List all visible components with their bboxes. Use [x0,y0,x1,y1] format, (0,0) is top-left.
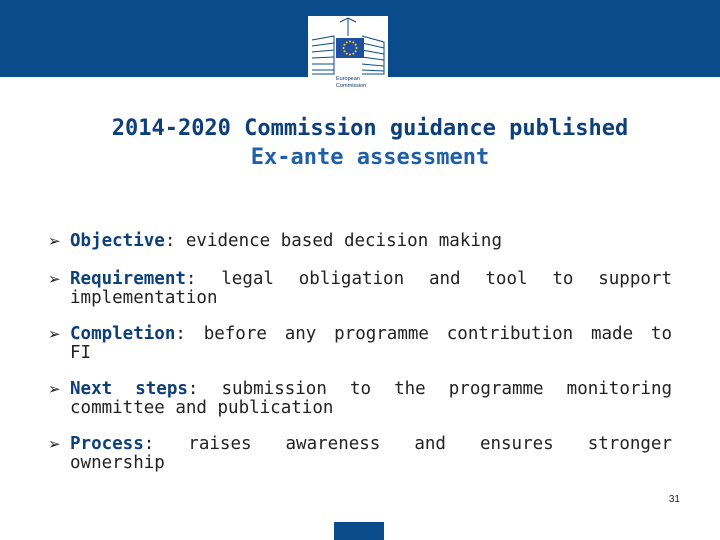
arrow-bullet-icon: ➢ [48,232,61,250]
slide-title [60,114,680,172]
bullet-text [70,435,672,454]
bullet-body: : submission to the programme monitoring [187,379,673,399]
bullet-text [70,380,672,399]
bullet-requirement [48,270,672,308]
arrow-bullet-icon: ➢ [48,435,61,453]
bullet-text-continued: implementation [70,288,218,308]
bullet-text-continued: ownership [70,453,165,473]
logo-text: European Commission [336,76,367,89]
bullet-text [70,232,672,251]
bullet-text [70,325,672,344]
bullet-process [48,435,672,473]
bullet-body: : raises awareness and ensures stronger [143,434,672,454]
bullet-text [70,270,672,289]
bullet-body: : legal obligation and tool to support [185,269,672,289]
arrow-bullet-icon: ➢ [48,325,61,343]
bullet-keyword: Requirement [70,269,186,289]
footer-flag-bar [334,522,384,540]
bullet-body: : before any programme contribution made to [175,324,672,344]
bullet-next-steps [48,380,672,418]
bullet-keyword: Objective [70,231,165,251]
bullet-keyword: Process [70,434,144,454]
european-commission-logo [308,16,388,98]
arrow-bullet-icon: ➢ [48,270,61,288]
title-line-1: 2014-2020 Commission guidance published [111,116,629,141]
bullet-completion [48,325,672,363]
bullet-objective [48,232,672,251]
bullet-text-continued: committee and publication [70,398,334,418]
bullet-body: : evidence based decision making [164,231,502,251]
bullet-text-continued: FI [70,343,92,363]
arrow-bullet-icon: ➢ [48,380,61,398]
bullet-keyword: Next steps [70,379,188,399]
bullet-keyword: Completion [70,324,176,344]
page-number: 31 [668,494,680,505]
title-line-2: Ex-ante assessment [250,145,490,170]
